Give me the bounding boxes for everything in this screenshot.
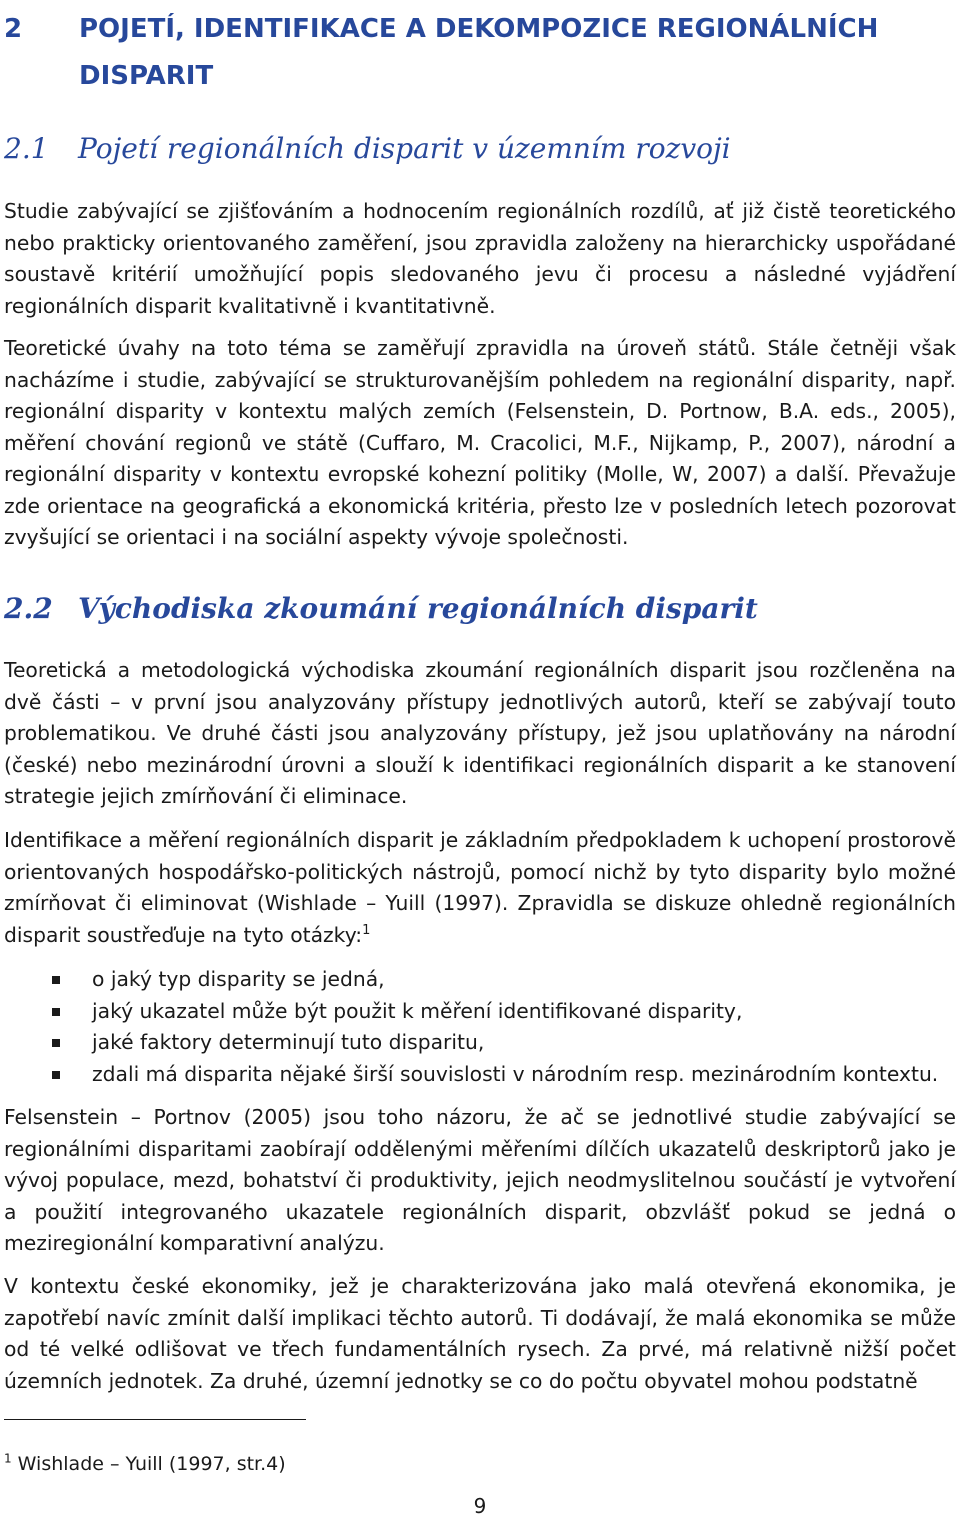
square-bullet-icon xyxy=(52,1039,60,1047)
footnote-text: Wishlade – Yuill (1997, str.4) xyxy=(11,1453,286,1475)
page-number: 9 xyxy=(473,1494,487,1518)
footnote-reference: 1 xyxy=(362,922,371,938)
paragraph-with-footnote xyxy=(4,825,956,951)
list-item xyxy=(4,1059,956,1091)
chapter-title-line1: POJETÍ, IDENTIFIKACE A DEKOMPOZICE REGIONÁLNÍCH xyxy=(79,14,879,44)
footnote xyxy=(4,1450,286,1478)
section-number: 2.2 xyxy=(4,592,53,625)
square-bullet-icon xyxy=(52,976,60,984)
chapter-number: 2 xyxy=(4,14,23,44)
chapter-heading xyxy=(4,6,954,100)
list-item-text: o jaký typ disparity se jedná, xyxy=(92,967,385,991)
footnote-separator xyxy=(4,1419,306,1420)
section-number: 2.1 xyxy=(4,132,49,165)
list-item-text: jaké faktory determinují tuto disparitu, xyxy=(92,1030,485,1054)
paragraph: V kontextu české ekonomiky, jež je charakterizována jako malá otevřená ekonomika, je zapotřebí navíc zmínit další implikaci těchto autorů. Ti dodávají, že malá ekonomika se může od té velké odlišovat ve třech fundamentálních rysech. Za prvé, má relativně nižší počet územních jednotek. Za druhé, územní jednotky se co do počtu obyvatel mohou podstatně xyxy=(4,1274,956,1393)
section-title: Východiska zkoumání regionálních disparit xyxy=(78,592,758,625)
list-item-text: zdali má disparita nějaké širší souvislosti v národním resp. mezinárodním kontextu. xyxy=(92,1061,939,1086)
footnote-mark: 1 xyxy=(4,1451,12,1466)
paragraph: Teoretické úvahy na toto téma se zaměřují zpravidla na úroveň států. Stále četněji však nacházíme i studie, zabývající se strukturovanějším pohledem na regionální disparity, např. regionální disparity v kontextu malých zemích (Felsenstein, D. Portnow, B.A. eds., 2005), měření chování regionů ve státě (Cuffaro, M. Cracolici, M.F., Nijkamp, P., 2007), národní a regionální disparity v kontextu evropské kohezní politiky (Molle, W, 2007) a další. Převažuje zde orientace na geografická a ekonomická kritéria, přesto lze v posledních letech pozorovat zvyšující se orientaci i na sociální aspekty vývoje společnosti. xyxy=(4,336,956,549)
paragraph: Felsenstein – Portnov (2005) jsou toho názoru, že ač se jednotlivé studie zabývající se regionálními disparitami zaobírají oddělenými měřeními dílčích ukazatelů deskriptorů jako je vývoj populace, mezd, bohatství či produktivity, jejich neodmyslitelnou součástí je vytvoření a použití integrovaného ukazatele regionálních disparit, obzvlášť pokud se jedná o meziregionální komparativní analýzu. xyxy=(4,1105,956,1255)
list-item xyxy=(4,1027,956,1059)
paragraph-text: Identifikace a měření regionálních disparit je základním předpokladem k uchopení prostorově orientovaných hospodářsko-politických nástrojů, pomocí nichž by tyto disparity bylo možné zmírňovat či eliminovat (Wishlade – Yuill (1997). Zpravidla se diskuze ohledně regionálních disparit soustřeďuje na tyto otázky: xyxy=(4,828,956,947)
section-title: Pojetí regionálních disparit v územním rozvoji xyxy=(78,132,731,165)
paragraph: Teoretická a metodologická východiska zkoumání regionálních disparit jsou rozčleněna na dvě části – v první jsou analyzovány přístupy jednotlivých autorů, kteří se zabývají touto problematikou. Ve druhé části jsou analyzovány přístupy, jež jsou uplatňovány na národní (české) nebo mezinárodní úrovni a slouží k identifikaci regionálních disparit a ke stanovení strategie jejich zmírňování či eliminace. xyxy=(4,658,956,808)
paragraph: Studie zabývající se zjišťováním a hodnocením regionálních rozdílů, ať již čistě teoretického nebo prakticky orientovaného zaměření, jsou zpravidla založeny na hierarchicky uspořádané soustavě kritérií umožňující popis sledovaného jevu či procesu a následné vyjádření regionálních disparit kvalitativně i kvantitativně. xyxy=(4,199,956,318)
section-heading-2-1 xyxy=(4,132,954,166)
question-list xyxy=(4,964,956,1090)
square-bullet-icon xyxy=(52,1071,60,1079)
list-item xyxy=(4,996,956,1028)
square-bullet-icon xyxy=(52,1008,60,1016)
list-item xyxy=(4,964,956,996)
chapter-title-line2: DISPARIT xyxy=(79,61,214,91)
section-heading-2-2 xyxy=(4,592,954,626)
list-item-text: jaký ukazatel může být použit k měření identifikované disparity, xyxy=(92,998,743,1023)
